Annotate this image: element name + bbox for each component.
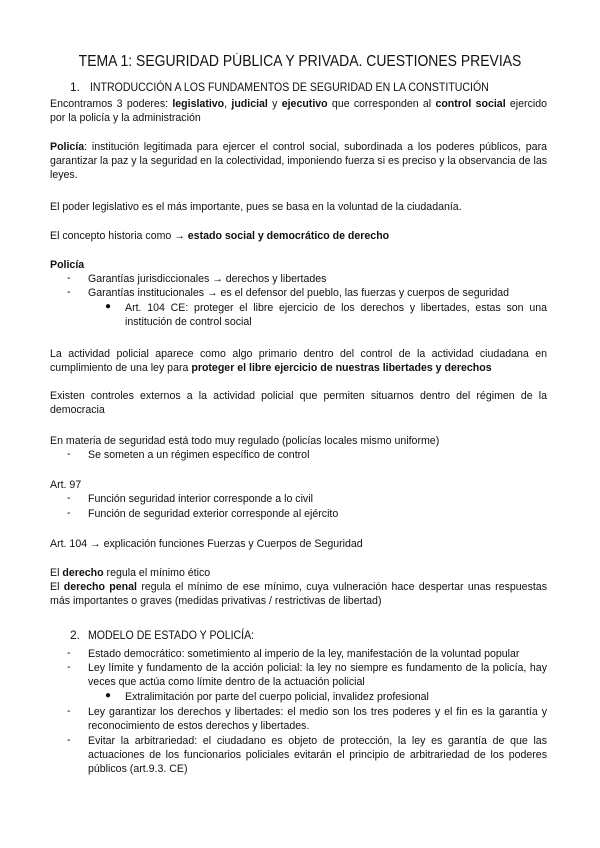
dash-bullet: - xyxy=(67,734,71,746)
paragraph-art104: Art. 104 → explicación funciones Fuerzas y Cuerpos de Seguridad xyxy=(50,538,363,550)
dash-bullet: - xyxy=(67,272,71,284)
label-art97: Art. 97 xyxy=(50,479,82,491)
list-item-ley-garantizar: Ley garantizar los derechos y libertades: el medio son los tres poderes y el fin es la garantía y reconocimiento de estos derechos y libertades. xyxy=(88,706,547,733)
dash-bullet: - xyxy=(67,286,71,298)
paragraph-poder-legislativo: El poder legislativo es el más importante, pues se basa en la voluntad de la ciudadanía. xyxy=(50,201,462,213)
dash-bullet: - xyxy=(67,705,71,717)
list-item-estado-democratico: Estado democrático: sometimiento al imperio de la ley, manifestación de la voluntad popular xyxy=(88,648,520,660)
section-1-heading: INTRODUCCIÓN A LOS FUNDAMENTOS DE SEGURIDAD EN LA CONSTITUCIÓN xyxy=(90,80,489,94)
bullet-dot: ● xyxy=(105,301,112,312)
list-item-ley-limite: Ley límite y fundamento de la acción policial: la ley no siempre es fundamento de la policía, hay veces que actúa como límite dentro de la actuación policial xyxy=(88,662,547,689)
document-title: TEMA 1: SEGURIDAD PÚBLICA Y PRIVADA. CUESTIONES PREVIAS xyxy=(78,53,522,70)
list-item-seguridad-interior: Función seguridad interior corresponde a lo civil xyxy=(88,493,313,505)
section-2-number: 2. xyxy=(70,628,81,642)
dash-bullet: - xyxy=(67,647,71,659)
dash-bullet: - xyxy=(67,448,71,460)
dash-bullet: - xyxy=(67,661,71,673)
dash-bullet: - xyxy=(67,507,71,519)
list-item-garantias-institucionales: Garantías institucionales → es el defensor del pueblo, las fuerzas y cuerpos de seguridad xyxy=(88,287,510,299)
list-item-garantias-jurisdiccionales: Garantías jurisdiccionales → derechos y libertades xyxy=(88,273,327,285)
list-item-regimen-control: Se someten a un régimen específico de control xyxy=(88,449,310,461)
paragraph-poderes: Encontramos 3 poderes: legislativo, judicial y ejecutivo que corresponden al control social ejercido por la policía y la administración xyxy=(50,98,548,125)
paragraph-derecho-penal: El derecho penal regula el mínimo de ese mínimo, cuya vulneración hace despertar unas respuestas más importantes o graves (medidas privativas / restrictivas de libertad) xyxy=(50,581,548,608)
paragraph-derecho-minimo: El derecho regula el mínimo ético xyxy=(50,567,211,579)
dash-bullet: - xyxy=(67,492,71,504)
section-2-heading: MODELO DE ESTADO Y POLICÍA: xyxy=(88,628,255,642)
section-1-number: 1. xyxy=(70,80,81,94)
paragraph-materia-seguridad: En materia de seguridad está todo muy regulado (policías locales mismo uniforme) xyxy=(50,435,440,447)
label-policia: Policía xyxy=(50,259,85,271)
sublist-item-extralimitacion: Extralimitación por parte del cuerpo policial, invalidez profesional xyxy=(125,691,429,703)
list-item-seguridad-exterior: Función de seguridad exterior corresponde al ejército xyxy=(88,508,339,520)
list-item-evitar-arbitrariedad: Evitar la arbitrariedad: el ciudadano es objeto de protección, la ley es garantía de que las actuaciones de los funcionarios policiales evitarán el principio de arbitrariedad de los poderes públicos (art.9.3. CE) xyxy=(88,735,547,776)
paragraph-concepto-historia: El concepto historia como → estado social y democrático de derecho xyxy=(50,230,390,242)
paragraph-controles-externos: Existen controles externos a la actividad policial que permiten situarnos dentro del régimen de la democracia xyxy=(50,390,547,417)
paragraph-policia-definicion: Policía: institución legitimada para ejercer el control social, subordinada a los poderes públicos, para garantizar la paz y la seguridad en la colectividad, imponiendo fuerza si es preciso y la observancia de las leyes. xyxy=(50,141,548,182)
paragraph-actividad-policial: La actividad policial aparece como algo primario dentro del control de la actividad ciudadana en cumplimiento de una ley para proteger el libre ejercicio de nuestras libertades y derechos xyxy=(50,348,547,375)
sublist-item-art104: Art. 104 CE: proteger el libre ejercicio de los derechos y libertades, estas son una institución de control social xyxy=(125,302,547,329)
bullet-dot: ● xyxy=(105,690,112,701)
